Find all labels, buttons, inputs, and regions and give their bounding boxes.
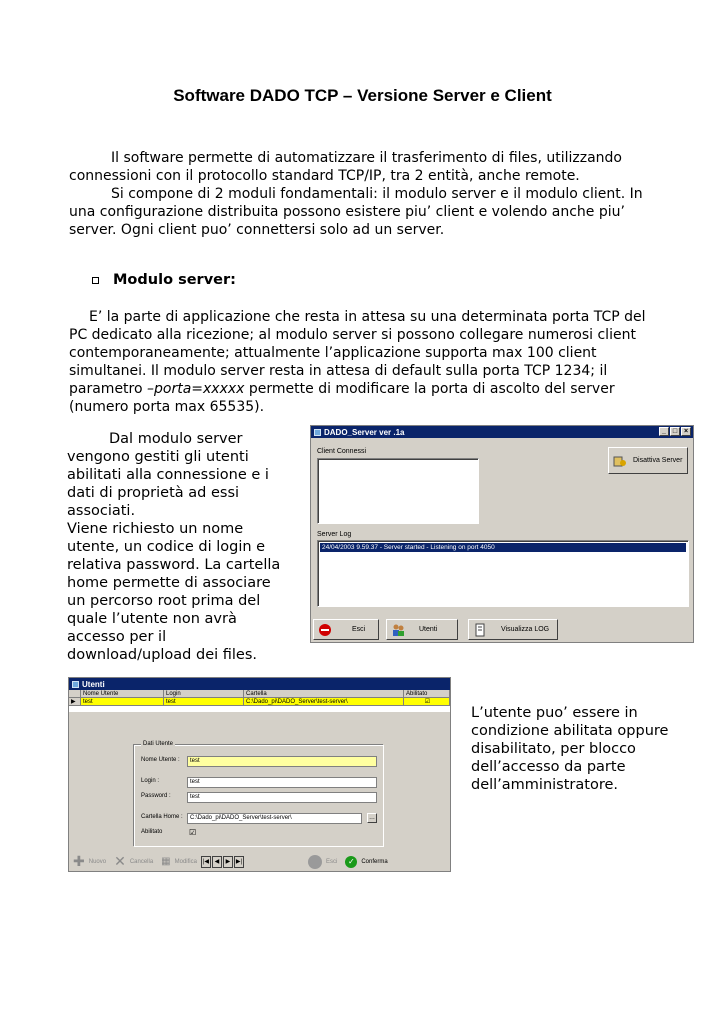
user-data-group-title: Dati Utente <box>143 741 174 747</box>
delete-label: Cancella <box>129 858 154 865</box>
delete-button[interactable]: ✕ Cancella <box>114 853 154 869</box>
enabled-description: L’utente puo’ essere in condizione abilitata oppure disabilitato, per blocco dell’accesso da parte dell’amministratore. <box>471 705 669 793</box>
record-navigator <box>201 856 244 868</box>
intro-paragraph-2: Si compone di 2 moduli fondamentali: il modulo server e il modulo client. In una configurazione distribuita possono esistere piu’ client e volendo anche piu’ server. Ogni client puo’ connettersi solo ad un server. <box>69 186 643 238</box>
home-folder-field[interactable]: C:\Dado_pi\DADO_Server\test-server\ <box>187 813 362 824</box>
minimize-icon[interactable]: _ <box>659 427 669 436</box>
confirm-button[interactable] <box>341 854 387 869</box>
maximize-icon[interactable]: □ <box>670 427 680 436</box>
new-label: Nuovo <box>88 858 107 865</box>
username-label: Nome Utente : <box>141 757 180 763</box>
intro-paragraph-1: Il software permette di automatizzare il trasferimento di files, utilizzando connessioni con il protocollo standard TCP/IP, tra 2 entità, anche remote. <box>69 150 622 184</box>
column-header[interactable]: Nome Utente <box>81 690 164 698</box>
document-icon <box>473 623 487 637</box>
users-paragraph-2: Viene richiesto un nome utente, un codice di login e relativa password. La cartella home permette di associare un percorso root prima del quale l’utente non avrà accesso per il download/upload dei files. <box>67 521 281 663</box>
connected-clients-list[interactable] <box>317 458 479 524</box>
server-window <box>310 425 694 643</box>
log-entry[interactable]: 24/04/2003 9.59.37 - Server started - Listening on port 4050 <box>320 543 686 552</box>
bullet-square-icon <box>92 277 99 284</box>
edit-button[interactable]: ▦ Modifica <box>161 856 197 867</box>
server-window-titlebar <box>311 426 693 438</box>
column-header[interactable]: Abilitato <box>404 690 450 698</box>
view-log-button[interactable] <box>468 619 558 640</box>
users-table <box>69 690 450 712</box>
cell-username[interactable]: test <box>81 698 164 706</box>
password-label: Password : <box>141 793 171 799</box>
server-toggle-icon <box>613 454 627 468</box>
users-button[interactable] <box>386 619 458 640</box>
section-heading-server <box>92 272 236 288</box>
exit-button[interactable] <box>304 854 337 869</box>
exit-label: Esci <box>325 858 338 865</box>
users-window-titlebar <box>69 678 450 690</box>
server-desc-part-1: E’ la parte di applicazione che resta in attesa su una determinata porta TCP del PC dedicato alla ricezione; al modulo server si possono collegare numerosi client contemporaneamente; attualmente l’applicazione supporta max 100 client simultanei. Il modulo server resta in attesa di default sulla porta TCP 1234; il parametro <box>69 309 646 397</box>
cell-login[interactable]: test <box>164 698 244 706</box>
users-paragraph-1: Dal modulo server vengono gestiti gli utenti abilitati alla connessione e i dati di proprietà ad essi associati. <box>67 431 269 519</box>
server-window-title: DADO_Server ver .1a <box>324 427 405 437</box>
section-heading-label: Modulo server: <box>113 272 236 288</box>
check-icon: ✓ <box>345 856 357 868</box>
edit-label: Modifica <box>174 858 197 865</box>
app-icon <box>72 681 79 688</box>
connected-clients-label: Client Connessi <box>317 448 367 455</box>
table-row[interactable] <box>69 698 450 706</box>
cell-enabled-checkbox[interactable]: ☑ <box>404 698 450 706</box>
disable-server-button[interactable] <box>608 447 688 474</box>
app-icon <box>314 429 321 436</box>
users-window <box>68 677 451 872</box>
close-icon[interactable]: × <box>681 427 691 436</box>
users-description <box>67 430 285 664</box>
exit-label: Esci <box>352 626 366 633</box>
next-record-icon[interactable]: ▶ <box>223 856 233 868</box>
users-label: Utenti <box>419 626 438 633</box>
intro-text <box>69 149 669 239</box>
users-window-title: Utenti <box>82 679 105 689</box>
new-button[interactable]: ✚ Nuovo <box>73 853 107 869</box>
stop-icon <box>318 623 332 637</box>
disable-server-label: Disattiva Server <box>633 457 683 464</box>
user-data-group <box>134 741 384 847</box>
login-field[interactable]: test <box>187 777 377 788</box>
server-log-label: Server Log <box>317 531 352 538</box>
username-field[interactable]: test <box>187 756 377 767</box>
column-header[interactable]: Cartella <box>244 690 404 698</box>
exit-button[interactable] <box>313 619 379 640</box>
last-record-icon[interactable]: ▶| <box>234 856 244 868</box>
prev-record-icon[interactable]: ◀ <box>212 856 222 868</box>
server-log-list[interactable] <box>317 540 689 607</box>
server-desc-part-2: permette di modificare la porta di ascolto del server (numero porta max 65535). <box>69 381 615 415</box>
browse-button[interactable]: … <box>369 815 375 821</box>
column-header[interactable]: Login <box>164 690 244 698</box>
users-icon <box>391 623 405 637</box>
port-parameter: –porta=xxxxx <box>147 381 245 397</box>
password-field[interactable]: test <box>187 792 377 803</box>
server-description <box>69 308 664 416</box>
users-toolbar <box>69 852 450 871</box>
page-title: Software DADO TCP – Versione Server e Client <box>173 86 552 105</box>
table-header <box>69 690 450 698</box>
enabled-checkbox[interactable]: ☑ <box>189 828 197 837</box>
first-record-icon[interactable]: |◀ <box>201 856 211 868</box>
enabled-label: Abilitato <box>141 829 163 835</box>
row-pointer-icon: ▶ <box>69 698 81 706</box>
view-log-label: Visualizza LOG <box>501 626 550 633</box>
home-folder-label: Cartella Home : <box>141 814 183 820</box>
login-label: Login : <box>141 778 160 784</box>
confirm-label: Conferma <box>361 858 388 865</box>
cell-folder[interactable]: C:\Dado_pi\DADO_Server\test-server\ <box>244 698 404 706</box>
